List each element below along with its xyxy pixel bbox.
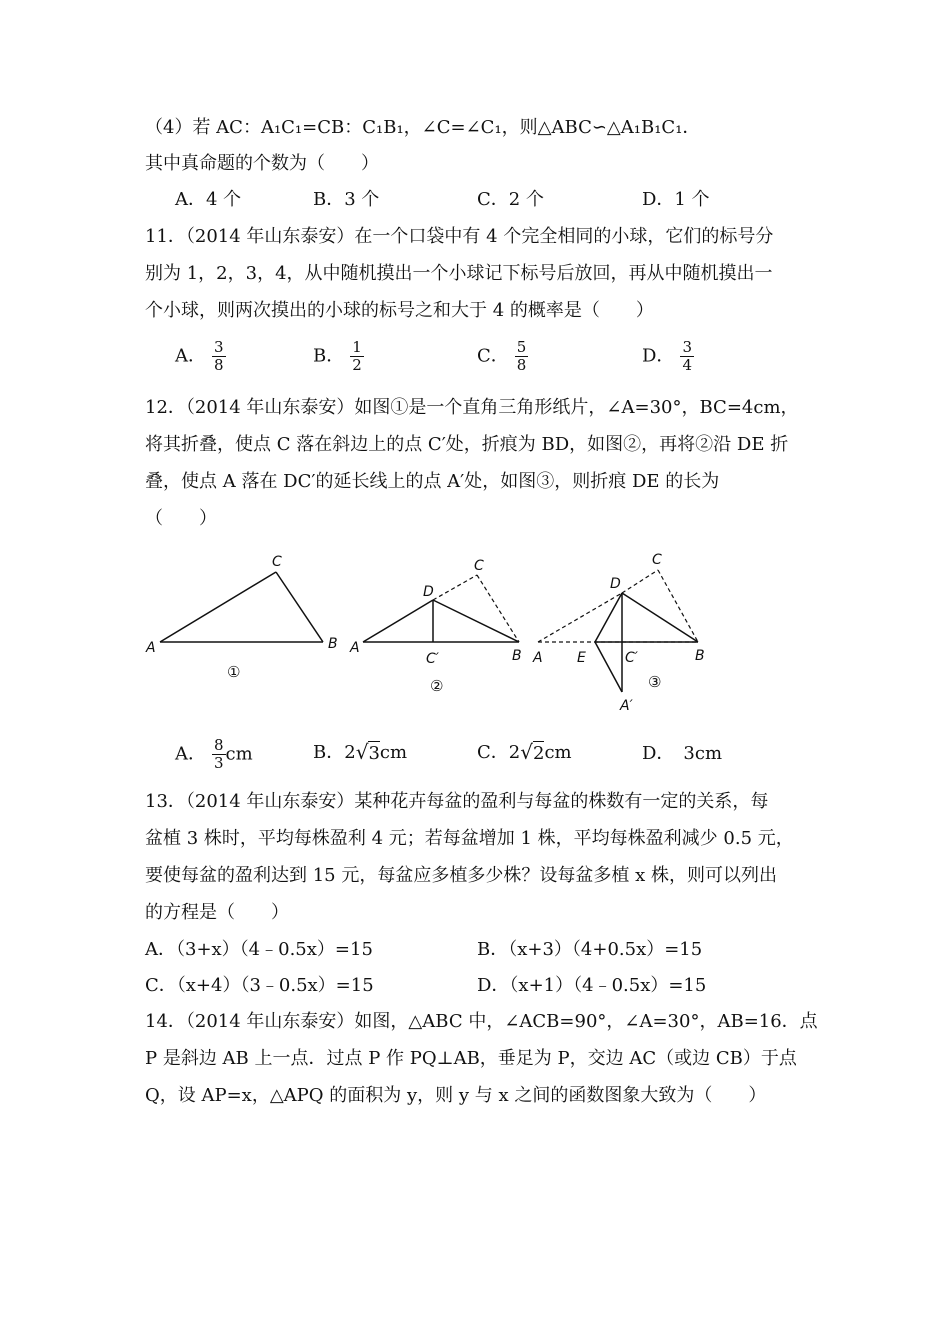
figure-tag-3: ③ bbox=[648, 673, 662, 691]
figure-tag-2: ② bbox=[430, 677, 444, 695]
q13-option-a: A．（3+x）（4﹣0.5x）=15 bbox=[145, 939, 373, 960]
fraction: $\frac{5}{8}$ bbox=[516, 338, 527, 374]
q11-line-3: 个小球，则两次摸出的小球的标号之和大于 4 的概率是（ ） bbox=[145, 300, 654, 321]
fraction: $\frac{1}{2}$ bbox=[352, 338, 362, 374]
figure-1 bbox=[145, 554, 338, 681]
figure-tag-1: ① bbox=[227, 663, 241, 681]
label-D: D bbox=[423, 584, 434, 600]
label-B: B bbox=[512, 648, 522, 664]
q13-line-2: 盆植 3 株时，平均每株盈利 4 元；若每盆增加 1 株，平均每株盈利减少 0.5 元， bbox=[145, 828, 794, 849]
fraction: $\frac{3}{4}$ bbox=[682, 338, 692, 374]
label-B: B bbox=[695, 648, 705, 664]
q11-option-c: C． $\frac{5}{8}$ bbox=[477, 338, 527, 374]
q11-option-b: B． $\frac{1}{2}$ bbox=[313, 338, 362, 374]
q14-line-2: P 是斜边 AB 上一点．过点 P 作 PQ⊥AB，垂足为 P，交边 AC（或边 CB）于点 bbox=[145, 1048, 797, 1069]
square-root: √2 bbox=[520, 740, 545, 764]
q13-option-b: B．（x+3）（4+0.5x）=15 bbox=[477, 939, 703, 960]
q10-prompt: 其中真命题的个数为（ ） bbox=[145, 153, 379, 174]
label-C: C bbox=[272, 554, 282, 570]
q10-option-c: C．2 个 bbox=[477, 189, 544, 210]
q10-statement-4: （4）若 AC：A₁C₁=CB：C₁B₁，∠C=∠C₁，则△ABC∽△A₁B₁C₁． bbox=[145, 117, 701, 138]
label-D: D bbox=[610, 576, 621, 592]
q11-option-d: D． $\frac{3}{4}$ bbox=[642, 338, 692, 374]
label-A: A bbox=[533, 650, 543, 666]
q10-option-b: B．3 个 bbox=[313, 189, 380, 210]
figure-3 bbox=[532, 552, 705, 714]
label-A: A bbox=[146, 640, 156, 656]
q12-option-d: D． 3cm bbox=[642, 743, 723, 764]
label-C: C bbox=[652, 552, 662, 568]
q12-line-2: 将其折叠，使点 C 落在斜边上的点 C′处，折痕为 BD，如图②，再将②沿 DE 折 bbox=[145, 434, 789, 455]
q12-line-4: （ ） bbox=[145, 508, 217, 529]
q14-line-1: 14．（2014 年山东泰安）如图，△ABC 中，∠ACB=90°，∠A=30°，AB=16．点 bbox=[145, 1011, 818, 1032]
q14-line-3: Q，设 AP=x，△APQ 的面积为 y，则 y 与 x 之间的函数图象大致为（ ） bbox=[145, 1085, 767, 1106]
q12-option-a: A． $\frac{8}{3}$ cm bbox=[175, 736, 253, 772]
q10-option-d: D．1 个 bbox=[642, 189, 710, 210]
q12-folding-figures bbox=[140, 545, 740, 720]
q10-option-a: A．4 个 bbox=[175, 189, 242, 210]
fraction: $\frac{3}{8}$ bbox=[214, 338, 224, 374]
q13-option-c: C．（x+4）（3﹣0.5x）=15 bbox=[145, 975, 374, 996]
label-C-prime: C′ bbox=[426, 651, 439, 667]
fraction: $\frac{8}{3}$ bbox=[214, 736, 224, 772]
q13-line-4: 的方程是（ ） bbox=[145, 902, 289, 923]
label-E: E bbox=[577, 650, 586, 666]
square-root: √3 bbox=[355, 740, 380, 764]
q12-line-1: 12．（2014 年山东泰安）如图①是一个直角三角形纸片，∠A=30°，BC=4cm， bbox=[145, 397, 799, 418]
label-C-prime: C′ bbox=[625, 650, 638, 666]
label-C: C bbox=[474, 558, 484, 574]
q11-line-1: 11．（2014 年山东泰安）在一个口袋中有 4 个完全相同的小球，它们的标号分 bbox=[145, 226, 774, 247]
q12-option-c: C．2√2cm bbox=[477, 740, 572, 764]
q11-option-a: A． $\frac{3}{8}$ bbox=[175, 338, 224, 374]
label-A: A bbox=[350, 640, 360, 656]
q12-line-3: 叠，使点 A 落在 DC′的延长线上的点 A′处，如图③，则折痕 DE 的长为 bbox=[145, 471, 720, 492]
q13-option-d: D．（x+1）（4﹣0.5x）=15 bbox=[477, 975, 707, 996]
q13-line-3: 要使每盆的盈利达到 15 元，每盆应多植多少株？设每盆多植 x 株，则可以列出 bbox=[145, 865, 777, 886]
label-A-prime: A′ bbox=[620, 698, 633, 714]
q12-option-b: B．2√3cm bbox=[313, 740, 408, 764]
q13-line-1: 13．（2014 年山东泰安）某种花卉每盆的盈利与每盆的株数有一定的关系，每 bbox=[145, 791, 769, 812]
q11-line-2: 别为 1，2，3，4，从中随机摸出一个小球记下标号后放回，再从中随机摸出一 bbox=[145, 263, 773, 284]
figure-2 bbox=[349, 558, 522, 695]
label-B: B bbox=[328, 636, 338, 652]
